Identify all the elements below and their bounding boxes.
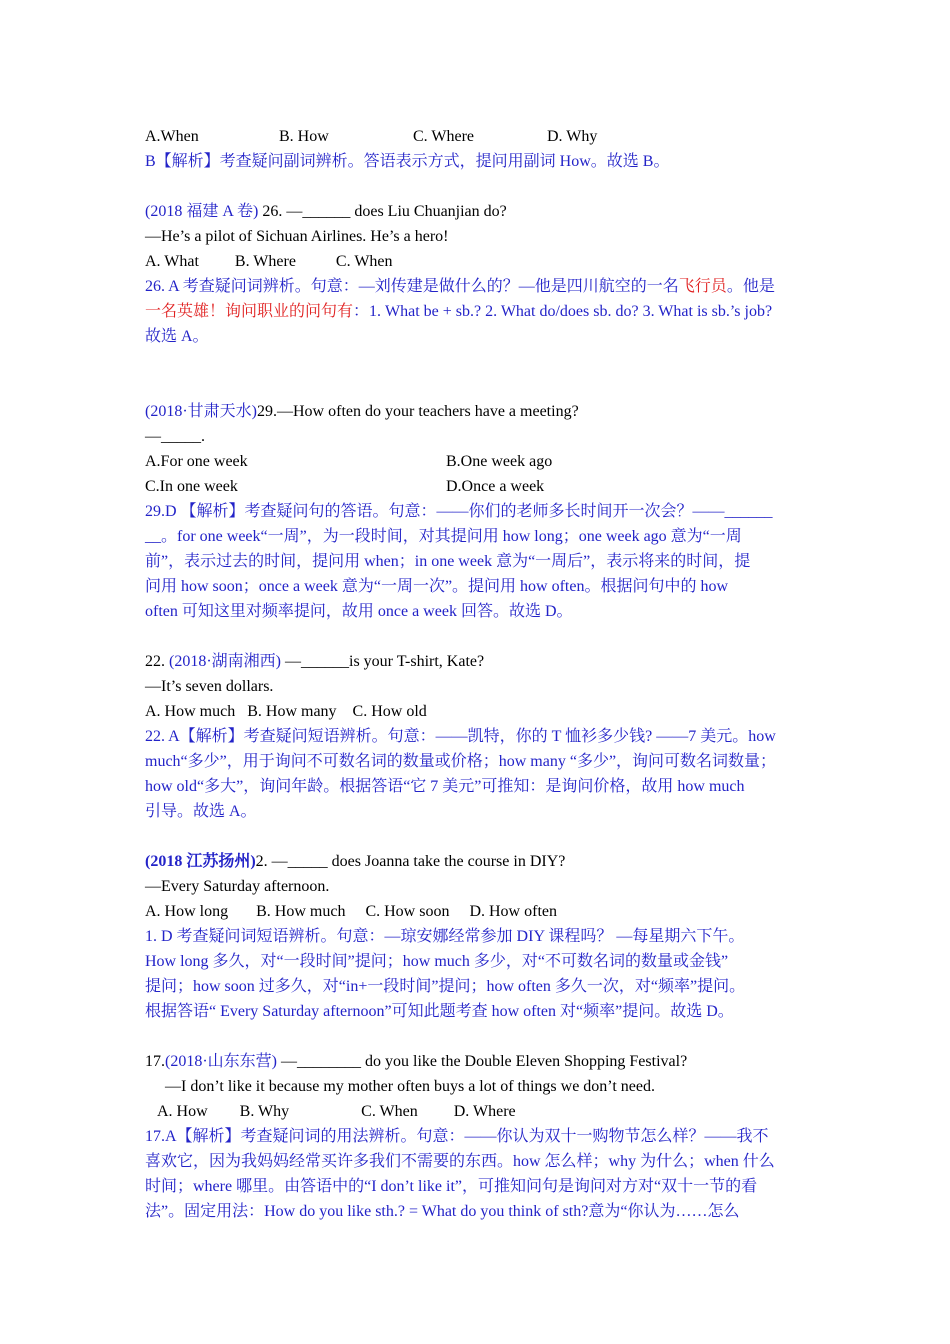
q17-number: 17. xyxy=(145,1053,165,1070)
q2-options: A. How long B. How much C. How soon D. How often xyxy=(145,903,557,920)
q29-analysis-l4: 问用 how soon；once a week 意为“一周一次”。提问用 how often。根据问句中的 how xyxy=(145,578,729,595)
q2-source: (2018 江苏扬州) xyxy=(145,853,256,870)
q17-stem-line xyxy=(145,1049,825,1074)
q29-stem-line xyxy=(145,399,825,424)
q0-option-d: D. Why xyxy=(547,128,598,145)
q2-analysis-l1: 1. D 考查疑问词短语辨析。句意：—琼安娜经常参加 DIY 课程吗？ —每星期六下午。 xyxy=(145,928,745,945)
q2-reply: —Every Saturday afternoon. xyxy=(145,878,330,895)
q26-analysis-p3: ：1. What be + sb.? 2. What do/does sb. do? 3. What is sb.’s job? xyxy=(353,303,773,320)
q22-analysis-l4: 引导。故选 A。 xyxy=(145,803,257,820)
q22-reply: —It’s seven dollars. xyxy=(145,678,274,695)
q17-analysis-l2: 喜欢它，因为我妈妈经常买许多我们不需要的东西。how 怎么样；why 为什么；when 什么 xyxy=(145,1153,775,1170)
q22-stem-line xyxy=(145,649,825,674)
q26-analysis-p1: 26. A 考查疑问词辨析。句意：—刘传建是做什么的？—他是四川航空的一名 xyxy=(145,278,679,295)
q26-source: (2018 福建 A 卷) xyxy=(145,203,259,220)
q22-analysis-l1: 22. A【解析】考查疑问短语辨析。句意：——凯特，你的 T 恤衫多少钱? ——7 美元。how xyxy=(145,728,776,745)
q29-option-b: B.One week ago xyxy=(446,453,553,470)
q22-analysis-l3: how old“多大”，询问年龄。根据答语“它 7 美元”可推知：是询问价格，故用 how much xyxy=(145,778,745,795)
q26-analysis-p2: 。他是 xyxy=(726,278,775,295)
q0-option-b: B. How xyxy=(279,128,329,145)
q29-reply: —_____. xyxy=(145,428,205,445)
q29-source: (2018·甘肃天水) xyxy=(145,403,257,420)
q17-source: (2018·山东东营) xyxy=(165,1053,277,1070)
q17-options: A. How B. Why C. When D. Where xyxy=(157,1103,516,1120)
q17-analysis-l1: 17.A【解析】考查疑问词的用法辨析。句意：——你认为双十一购物节怎么样？——我不 xyxy=(145,1128,769,1145)
q22-source: (2018·湖南湘西) xyxy=(169,653,281,670)
q17-analysis-l4: 法”。固定用法：How do you like sth.? = What do you think of sth?意为“你认为……怎么 xyxy=(145,1203,740,1220)
q29-analysis-l5: often 可知这里对频率提问，故用 once a week 回答。故选 D。 xyxy=(145,603,573,620)
q26-analysis-line2 xyxy=(145,299,825,324)
q2-analysis-l3: 提问；how soon 过多久，对“in+一段时间”提问；how often 多久一次，对“频率”提问。 xyxy=(145,978,746,995)
q26-stem-line xyxy=(145,199,825,224)
q26-analysis-line3: 故选 A。 xyxy=(145,328,209,345)
q29-analysis-l3: 前”，表示过去的时间，提问用 when；in one week 意为“一周后”，表示将来的时间，提 xyxy=(145,553,751,570)
q17-stem: —________ do you like the Double Eleven Shopping Festival? xyxy=(277,1053,688,1070)
q29-option-a: A.For one week xyxy=(145,453,248,470)
q29-option-d: D.Once a week xyxy=(446,478,545,495)
document-content xyxy=(145,124,825,1224)
q22-options: A. How much B. How many C. How old xyxy=(145,703,427,720)
q26-analysis-line1 xyxy=(145,274,825,299)
q22-stem: —______is your T-shirt, Kate? xyxy=(281,653,485,670)
q22-analysis-l2: much“多少”，用于询问不可数名词的数量或价格；how many “多少”，询问可数名词数量； xyxy=(145,753,777,770)
q29-analysis-l2: __。for one week“一周”，为一段时间，对其提问用 how long；one week ago 意为“一周 xyxy=(145,528,742,545)
q2-stem-line xyxy=(145,849,825,874)
q26-reply: —He’s a pilot of Sichuan Airlines. He’s a hero! xyxy=(145,228,449,245)
q2-stem: 2. —_____ does Joanna take the course in DIY? xyxy=(255,853,566,870)
q29-stem: 29.—How often do your teachers have a meeting? xyxy=(257,403,579,420)
q17-analysis-l3: 时间；where 哪里。由答语中的“I don’t like it”，可推知问句是询问对方对“双十一节的看 xyxy=(145,1178,758,1195)
q2-analysis-l4: 根据答语“ Every Saturday afternoon”可知此题考查 how often 对“频率”提问。故选 D。 xyxy=(145,1003,734,1020)
q26-analysis-red1: 飞行员 xyxy=(678,278,727,295)
q26-options: A. What B. Where C. When xyxy=(145,253,393,270)
q29-option-c: C.In one week xyxy=(145,478,238,495)
q17-reply: —I don’t like it because my mother often buys a lot of things we don’t need. xyxy=(165,1078,655,1095)
q22-number: 22. xyxy=(145,653,169,670)
q0-option-c: C. Where xyxy=(413,128,475,145)
q29-analysis-l1: 29.D 【解析】考查疑问句的答语。句意：——你们的老师多长时间开一次会？——______ xyxy=(145,503,773,520)
q0-options xyxy=(145,124,825,149)
q29-options-row2 xyxy=(145,474,825,499)
q29-options-row1 xyxy=(145,449,825,474)
q26-stem: 26. —______ does Liu Chuanjian do? xyxy=(258,203,507,220)
q2-analysis-l2: How long 多久，对“一段时间”提问；how much 多少，对“不可数名词的数量或金钱” xyxy=(145,953,729,970)
q26-analysis-red2: 一名英雄！询问职业的问句有 xyxy=(145,303,354,320)
q0-analysis: B【解析】考查疑问副词辨析。答语表示方式，提问用副词 How。故选 B。 xyxy=(145,153,670,170)
q0-option-a: A.When xyxy=(145,128,199,145)
